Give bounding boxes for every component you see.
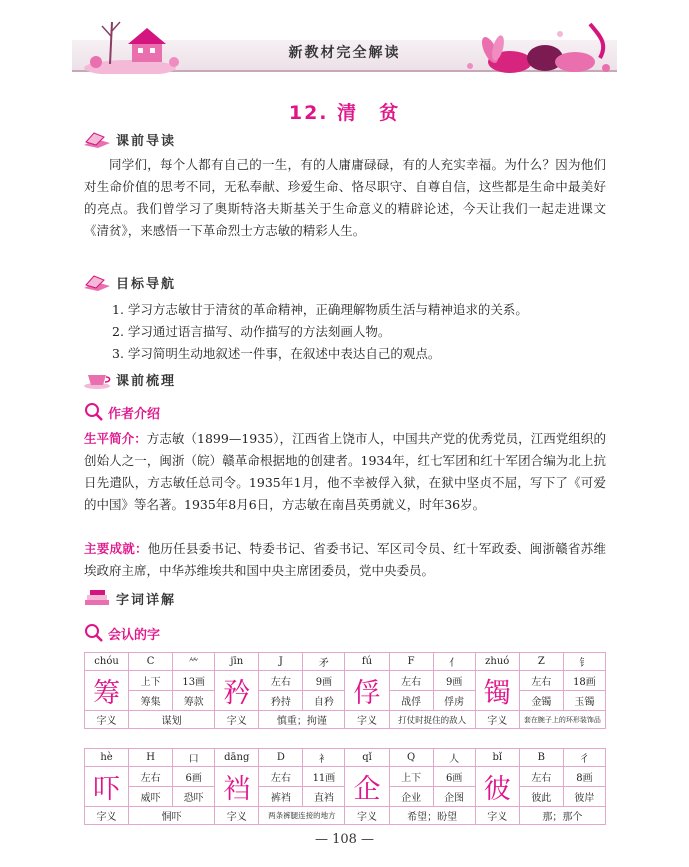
letter-cell: H bbox=[129, 749, 173, 767]
table-row bbox=[85, 749, 606, 767]
char-cell: 俘 bbox=[345, 671, 389, 711]
radical-cell: 矛 bbox=[303, 653, 345, 671]
structure-cell: 左右 bbox=[129, 767, 173, 787]
strokes-cell: 6画 bbox=[433, 767, 475, 787]
words-subheading-label: 会认的字 bbox=[108, 627, 161, 643]
letter-cell: J bbox=[259, 653, 303, 671]
structure-cell: 左右 bbox=[259, 767, 303, 787]
word-cell: 彼岸 bbox=[563, 787, 605, 807]
word-cell: 裤裆 bbox=[259, 787, 303, 807]
intro-paragraph: 同学们，每个人都有自己的一生，有的人庸庸碌碌，有的人充实幸福。为什么？因为他们对生命价值的思考不同，无私奉献、珍爱生命、恪尽职守、自尊自信，这些都是生命中最美好的亮点。我们曾学习了奥斯特洛夫斯基关于生命意义的精辟论述，今天让我们一起走进课文《清贫》，来感悟一下革命烈士方志敏的精彩人生。 bbox=[84, 157, 606, 238]
strokes-cell: 11画 bbox=[303, 767, 345, 787]
word-cell: 筹集 bbox=[129, 691, 173, 711]
pinyin-cell: qǐ bbox=[345, 749, 389, 767]
author-bio bbox=[84, 428, 606, 516]
section-intro-label: 课前导读 bbox=[116, 133, 177, 149]
word-cell: 矜持 bbox=[259, 691, 303, 711]
section-review bbox=[82, 368, 176, 390]
magnifier-icon bbox=[84, 402, 104, 422]
section-goals bbox=[82, 271, 176, 293]
bio-text: 方志敏（1899—1935），江西省上饶市人，中国共产党的优秀党员，江西党组织的创始人之一，闽浙（皖）赣革命根据地的创建者。1934年，红七军团和红十军团合编为北上抗日先遣队，方志敏任总司令。1935年1月，他不幸被俘入狱，在狱中坚贞不屈，写下了《可爱的中国》等名著。1935年8月6日，方志敏在南昌英勇就义，时年36岁。 bbox=[84, 431, 606, 512]
table-row bbox=[85, 711, 606, 729]
books-icon bbox=[82, 588, 112, 608]
structure-cell: 左右 bbox=[389, 671, 433, 691]
structure-cell: 上下 bbox=[129, 671, 173, 691]
meaning-label: 字义 bbox=[345, 807, 389, 825]
book-icon bbox=[82, 272, 112, 292]
word-cell: 筹款 bbox=[173, 691, 215, 711]
goal-item: 1. 学习方志敏甘于清贫的革命精神，正确理解物质生活与精神追求的关系。 bbox=[112, 302, 528, 317]
char-cell: 筹 bbox=[85, 671, 129, 711]
word-cell: 金镯 bbox=[519, 691, 563, 711]
meaning-cell: 谋划 bbox=[129, 711, 215, 729]
meaning-cell: 两条裤腿连接的地方 bbox=[259, 807, 345, 825]
char-cell: 镯 bbox=[475, 671, 519, 711]
words-subheading bbox=[84, 623, 160, 643]
letter-cell: D bbox=[259, 749, 303, 767]
char-cell: 彼 bbox=[475, 767, 519, 807]
achieve-text: 他历任县委书记、特委书记、省委书记、军区司令员、红十军政委、闽浙赣省苏维埃政府主席，中华苏维埃共和国中央主席团委员，党中央委员。 bbox=[84, 541, 606, 578]
letter-cell: C bbox=[129, 653, 173, 671]
word-cell: 战俘 bbox=[389, 691, 433, 711]
table-row bbox=[85, 807, 606, 825]
word-cell: 玉镯 bbox=[563, 691, 605, 711]
strokes-cell: 8画 bbox=[563, 767, 605, 787]
pinyin-cell: fú bbox=[345, 653, 389, 671]
letter-cell: Z bbox=[519, 653, 563, 671]
letter-cell: B bbox=[519, 749, 563, 767]
radical-cell: 人 bbox=[433, 749, 475, 767]
meaning-label: 字义 bbox=[85, 807, 129, 825]
word-cell: 威吓 bbox=[129, 787, 173, 807]
char-cell: 裆 bbox=[215, 767, 259, 807]
pinyin-cell: dāng bbox=[215, 749, 259, 767]
meaning-label: 字义 bbox=[215, 807, 259, 825]
goal-item: 3. 学习简明生动地叙述一件事，在叙述中表达自己的观点。 bbox=[112, 346, 441, 361]
meaning-cell: 慎重；拘谨 bbox=[259, 711, 345, 729]
teacup-icon bbox=[82, 369, 112, 389]
author-heading bbox=[84, 402, 160, 422]
strokes-cell: 18画 bbox=[563, 671, 605, 691]
structure-cell: 左右 bbox=[519, 767, 563, 787]
section-words-label: 字词详解 bbox=[116, 592, 177, 608]
page-header bbox=[72, 14, 617, 76]
radical-cell: 亻 bbox=[433, 653, 475, 671]
section-goals-label: 目标导航 bbox=[116, 276, 177, 292]
meaning-cell: 那；那个 bbox=[519, 807, 605, 825]
section-review-label: 课前梳理 bbox=[116, 373, 177, 389]
goal-item: 2. 学习通过语言描写、动作描写的方法刻画人物。 bbox=[112, 324, 391, 339]
header-title: 新教材完全解读 bbox=[288, 45, 401, 61]
bio-label: 生平简介： bbox=[84, 431, 147, 446]
char-cell: 矜 bbox=[215, 671, 259, 711]
book-icon bbox=[82, 129, 112, 149]
meaning-label: 字义 bbox=[345, 711, 389, 729]
letter-cell: F bbox=[389, 653, 433, 671]
author-achievements bbox=[84, 538, 606, 582]
meaning-cell: 希望；盼望 bbox=[389, 807, 475, 825]
char-table-row1 bbox=[84, 652, 606, 729]
meaning-label: 字义 bbox=[475, 711, 519, 729]
structure-cell: 左右 bbox=[519, 671, 563, 691]
pinyin-cell: jīn bbox=[215, 653, 259, 671]
lesson-title: 12. 清 贫 bbox=[288, 102, 401, 124]
magnifier-icon bbox=[84, 623, 104, 643]
word-cell: 彼此 bbox=[519, 787, 563, 807]
word-cell: 企业 bbox=[389, 787, 433, 807]
achieve-label: 主要成就： bbox=[84, 541, 148, 556]
strokes-cell: 9画 bbox=[433, 671, 475, 691]
radical-cell: 口 bbox=[173, 749, 215, 767]
word-cell: 企图 bbox=[433, 787, 475, 807]
strokes-cell: 6画 bbox=[173, 767, 215, 787]
meaning-label: 字义 bbox=[215, 711, 259, 729]
section-intro bbox=[82, 128, 176, 150]
meaning-label: 字义 bbox=[85, 711, 129, 729]
section-words bbox=[82, 587, 176, 609]
word-cell: 直裆 bbox=[303, 787, 345, 807]
word-cell: 恐吓 bbox=[173, 787, 215, 807]
char-cell: 吓 bbox=[85, 767, 129, 807]
word-cell: 自矜 bbox=[303, 691, 345, 711]
pinyin-cell: bǐ bbox=[475, 749, 519, 767]
letter-cell: Q bbox=[389, 749, 433, 767]
meaning-cell: 套在腕子上的环形装饰品 bbox=[519, 711, 605, 729]
meaning-label: 字义 bbox=[475, 807, 519, 825]
strokes-cell: 13画 bbox=[173, 671, 215, 691]
meaning-cell: 恫吓 bbox=[129, 807, 215, 825]
pinyin-cell: chóu bbox=[85, 653, 129, 671]
pinyin-cell: hè bbox=[85, 749, 129, 767]
pinyin-cell: zhuó bbox=[475, 653, 519, 671]
table-row bbox=[85, 767, 606, 787]
strokes-cell: 9画 bbox=[303, 671, 345, 691]
structure-cell: 上下 bbox=[389, 767, 433, 787]
char-cell: 企 bbox=[345, 767, 389, 807]
radical-cell: ⺮ bbox=[173, 653, 215, 671]
table-row bbox=[85, 653, 606, 671]
author-heading-label: 作者介绍 bbox=[108, 406, 161, 422]
radical-cell: 彳 bbox=[563, 749, 605, 767]
word-cell: 俘虏 bbox=[433, 691, 475, 711]
meaning-cell: 打仗时捉住的敌人 bbox=[389, 711, 475, 729]
char-table-row2 bbox=[84, 748, 606, 825]
table-row bbox=[85, 671, 606, 691]
radical-cell: 衤 bbox=[303, 749, 345, 767]
radical-cell: 钅 bbox=[563, 653, 605, 671]
structure-cell: 左右 bbox=[259, 671, 303, 691]
page-number: — 108 — bbox=[314, 832, 375, 847]
